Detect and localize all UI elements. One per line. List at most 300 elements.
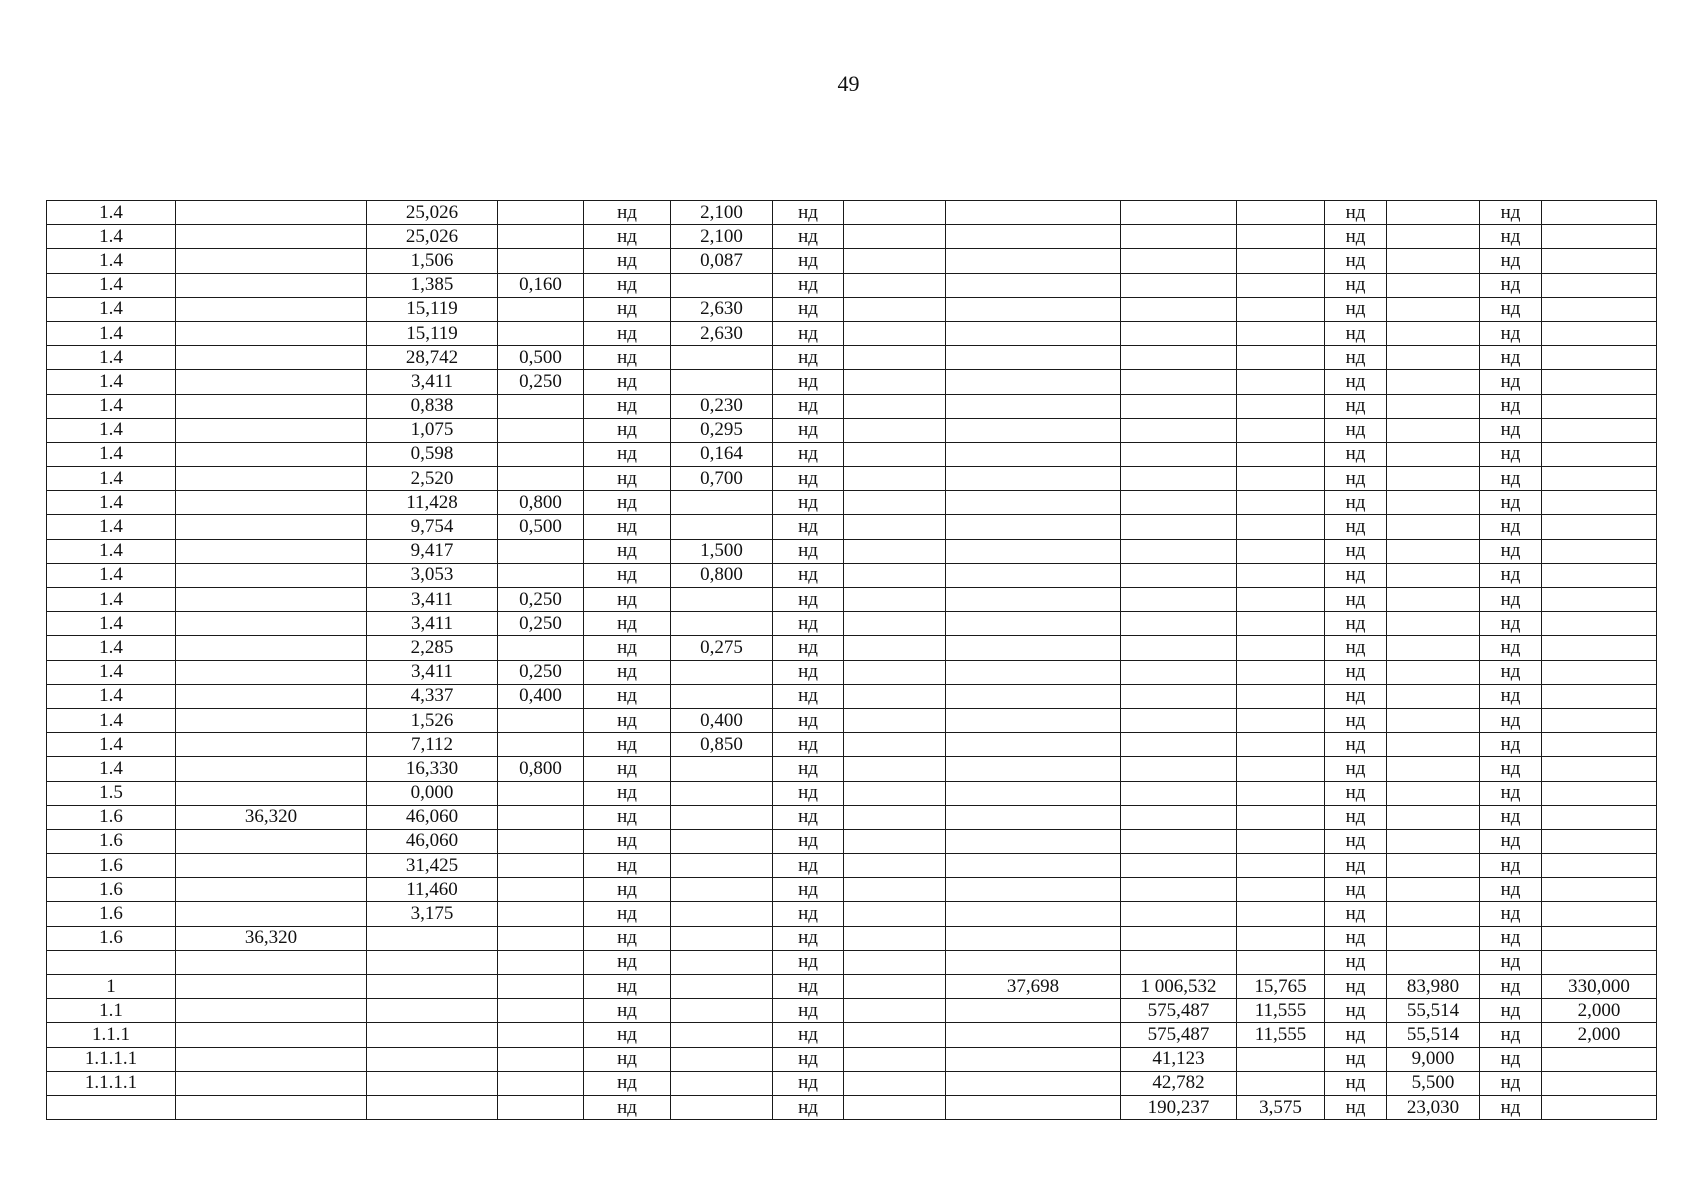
table-row [47,201,1657,225]
table-cell: 55,514 [1387,1023,1480,1047]
table-cell: 1.4 [47,733,176,757]
table-cell: 1.4 [47,612,176,636]
table-cell: 0,800 [498,757,584,781]
table-row [47,829,1657,853]
table-cell: нд [1325,297,1387,321]
table-cell: нд [773,926,844,950]
table-cell [844,297,946,321]
table-cell: нд [584,612,671,636]
table-body [47,201,1657,1120]
table-cell [1237,442,1325,466]
table-cell: нд [773,442,844,466]
table-cell [176,854,367,878]
table-cell [844,491,946,515]
table-cell [671,781,773,805]
table-cell: 0,400 [671,708,773,732]
table-cell: нд [773,757,844,781]
table-cell [176,225,367,249]
table-row [47,902,1657,926]
table-cell [946,515,1121,539]
table-cell: 0,250 [498,588,584,612]
table-cell: нд [584,563,671,587]
table-cell: 4,337 [367,684,498,708]
table-cell [176,249,367,273]
table-cell: нд [1325,273,1387,297]
table-cell [946,442,1121,466]
table-cell: нд [1480,1047,1542,1071]
table-cell: нд [584,321,671,345]
table-cell [671,805,773,829]
table-cell [1542,297,1657,321]
table-cell [1121,225,1237,249]
table-cell [1542,612,1657,636]
table-cell [176,442,367,466]
table-cell [946,249,1121,273]
table-cell [176,757,367,781]
table-cell [1237,563,1325,587]
table-cell: 1.4 [47,346,176,370]
table-cell: 37,698 [946,975,1121,999]
table-cell [1237,878,1325,902]
table-cell [844,1023,946,1047]
table-cell [498,975,584,999]
table-cell [946,733,1121,757]
table-cell [176,273,367,297]
table-cell [498,249,584,273]
table-cell [1237,926,1325,950]
table-cell: нд [584,757,671,781]
table-cell: 1.4 [47,418,176,442]
table-cell: 2,520 [367,467,498,491]
table-cell [1542,273,1657,297]
table-cell [1542,225,1657,249]
table-cell [1542,854,1657,878]
table-cell [1121,902,1237,926]
table-cell [1542,878,1657,902]
table-cell: нд [1480,201,1542,225]
table-cell: нд [584,999,671,1023]
table-cell: 1.1.1 [47,1023,176,1047]
table-cell: 9,000 [1387,1047,1480,1071]
table-cell [1237,273,1325,297]
table-cell: 46,060 [367,829,498,853]
table-cell: нд [584,1071,671,1095]
table-cell [946,708,1121,732]
table-cell [498,418,584,442]
table-cell: нд [1325,684,1387,708]
table-cell [498,781,584,805]
table-cell: 2,285 [367,636,498,660]
table-cell: нд [584,781,671,805]
table-cell: нд [1480,733,1542,757]
table-cell [946,539,1121,563]
table-cell: 23,030 [1387,1095,1480,1119]
table-cell: нд [1325,394,1387,418]
table-cell [671,491,773,515]
table-cell [1387,829,1480,853]
table-cell [844,829,946,853]
table-cell: 16,330 [367,757,498,781]
table-cell: 1,506 [367,249,498,273]
table-cell [498,708,584,732]
table-cell: нд [1480,442,1542,466]
table-cell: нд [773,999,844,1023]
table-row [47,321,1657,345]
table-cell: 9,754 [367,515,498,539]
table-cell: нд [1325,829,1387,853]
table-cell [1542,321,1657,345]
table-row [47,346,1657,370]
table-cell [498,321,584,345]
table-cell [1542,346,1657,370]
table-cell: нд [584,926,671,950]
table-cell: 25,026 [367,225,498,249]
table-cell: нд [1325,733,1387,757]
table-cell [498,1071,584,1095]
table-cell: нд [1480,370,1542,394]
table-cell [1121,829,1237,853]
table-cell: 0,838 [367,394,498,418]
table-cell: 0,160 [498,273,584,297]
table-cell [1121,418,1237,442]
table-row [47,225,1657,249]
table-cell: 1.4 [47,297,176,321]
table-cell: 1.4 [47,442,176,466]
table-cell [367,1023,498,1047]
table-cell [844,636,946,660]
table-cell: нд [584,805,671,829]
table-cell: нд [773,708,844,732]
table-cell: нд [1480,805,1542,829]
table-cell [1542,394,1657,418]
table-cell: нд [773,612,844,636]
table-cell: нд [1480,999,1542,1023]
table-cell: нд [1480,975,1542,999]
table-cell [844,660,946,684]
table-cell: 1.4 [47,539,176,563]
table-cell [1542,588,1657,612]
table-cell: 1 [47,975,176,999]
table-cell [1387,563,1480,587]
table-cell [946,297,1121,321]
table-cell: 41,123 [1121,1047,1237,1071]
table-cell: 2,630 [671,321,773,345]
table-cell [1237,249,1325,273]
table-cell: 190,237 [1121,1095,1237,1119]
table-cell [1387,660,1480,684]
table-cell: нд [1480,660,1542,684]
table-cell [1237,370,1325,394]
table-row [47,370,1657,394]
table-cell [1121,781,1237,805]
table-cell [844,321,946,345]
table-cell [367,999,498,1023]
table-cell [671,926,773,950]
table-cell: нд [584,515,671,539]
table-cell [671,854,773,878]
table-cell: 1.4 [47,588,176,612]
table-cell [1237,612,1325,636]
table-row [47,249,1657,273]
table-cell [176,660,367,684]
table-cell: нд [584,1095,671,1119]
table-cell [1542,757,1657,781]
table-cell: 3,175 [367,902,498,926]
table-cell: нд [1480,636,1542,660]
table-cell: нд [1480,757,1542,781]
table-row [47,854,1657,878]
table-cell: нд [773,418,844,442]
table-cell [1542,467,1657,491]
table-cell: 0,230 [671,394,773,418]
table-cell: нд [773,370,844,394]
table-cell: нд [773,854,844,878]
table-cell: нд [773,515,844,539]
table-cell [1387,636,1480,660]
table-cell: 15,119 [367,321,498,345]
table-row [47,297,1657,321]
table-cell: 11,555 [1237,1023,1325,1047]
table-cell [1542,201,1657,225]
table-cell: нд [1325,249,1387,273]
table-cell [844,467,946,491]
table-cell: нд [584,878,671,902]
table-cell: нд [1325,515,1387,539]
table-cell [1387,684,1480,708]
table-cell: нд [1325,321,1387,345]
table-cell [1542,684,1657,708]
table-cell: нд [584,225,671,249]
table-cell [1237,418,1325,442]
table-cell: нд [773,636,844,660]
table-cell: нд [773,1071,844,1095]
table-cell [1121,370,1237,394]
table-cell [498,636,584,660]
table-cell [1121,757,1237,781]
table-cell [1542,370,1657,394]
table-cell [1542,418,1657,442]
table-cell [844,999,946,1023]
table-cell [1387,249,1480,273]
table-cell: 2,000 [1542,1023,1657,1047]
table-cell [671,999,773,1023]
table-cell [1237,708,1325,732]
table-cell [1237,733,1325,757]
table-cell: 0,700 [671,467,773,491]
table-cell [1237,539,1325,563]
table-cell: 31,425 [367,854,498,878]
table-cell: нд [773,975,844,999]
table-cell [844,805,946,829]
table-cell: нд [1480,708,1542,732]
table-cell [47,1095,176,1119]
table-cell [946,588,1121,612]
table-cell [671,273,773,297]
table-cell: нд [773,297,844,321]
table-cell [176,878,367,902]
table-cell [1121,321,1237,345]
table-cell: нд [1325,201,1387,225]
table-cell [946,467,1121,491]
table-cell [1121,636,1237,660]
table-cell [1387,394,1480,418]
table-cell [946,950,1121,974]
table-cell [946,757,1121,781]
table-cell [498,854,584,878]
table-cell [1121,297,1237,321]
table-cell: 3,411 [367,612,498,636]
table-cell [176,733,367,757]
table-cell [844,684,946,708]
table-cell: нд [1480,781,1542,805]
table-row [47,950,1657,974]
table-cell [1387,902,1480,926]
table-cell [176,370,367,394]
table-cell: 3,411 [367,660,498,684]
table-cell [176,467,367,491]
table-cell: 2,000 [1542,999,1657,1023]
table-cell [176,1023,367,1047]
table-cell [1121,491,1237,515]
table-cell [176,297,367,321]
table-cell [176,902,367,926]
table-cell [1387,926,1480,950]
table-cell [1237,950,1325,974]
table-cell [1237,781,1325,805]
table-cell: 1.6 [47,829,176,853]
table-cell: нд [1325,878,1387,902]
table-cell: нд [1325,588,1387,612]
table-cell: 0,250 [498,660,584,684]
table-cell: нд [773,1047,844,1071]
table-cell: нд [1480,249,1542,273]
table-cell [1542,660,1657,684]
table-cell [946,612,1121,636]
table-row [47,660,1657,684]
table-cell: нд [584,1023,671,1047]
table-cell: нд [1480,902,1542,926]
table-cell [1237,321,1325,345]
table-cell [844,225,946,249]
table-cell: нд [1480,273,1542,297]
table-cell [1542,926,1657,950]
table-cell: нд [1325,539,1387,563]
table-cell: нд [773,539,844,563]
table-cell [498,394,584,418]
table-cell: 1,385 [367,273,498,297]
table-cell [1121,201,1237,225]
table-cell [1237,225,1325,249]
table-cell: нд [773,588,844,612]
table-cell [498,563,584,587]
table-cell [1237,515,1325,539]
table-cell [1121,249,1237,273]
table-cell [176,491,367,515]
table-cell [1387,321,1480,345]
table-cell: 1 006,532 [1121,975,1237,999]
table-cell: нд [1480,491,1542,515]
table-cell: 2,100 [671,201,773,225]
table-cell [1121,563,1237,587]
table-cell: нд [1480,926,1542,950]
table-cell: нд [584,684,671,708]
table-row [47,975,1657,999]
table-row [47,757,1657,781]
table-cell: 1,075 [367,418,498,442]
table-cell [946,878,1121,902]
table-cell: 7,112 [367,733,498,757]
table-cell: нд [773,781,844,805]
table-cell [1542,539,1657,563]
table-cell [1237,491,1325,515]
table-cell [844,1071,946,1095]
table-cell: 1,500 [671,539,773,563]
table-cell: нд [1325,346,1387,370]
table-cell: 0,250 [498,370,584,394]
table-cell [1387,733,1480,757]
table-cell [1387,370,1480,394]
table-cell [671,612,773,636]
table-cell: нд [1480,1071,1542,1095]
table-cell [1542,781,1657,805]
table-cell [844,612,946,636]
table-cell: 15,119 [367,297,498,321]
table-cell [671,1071,773,1095]
table-cell: 1,526 [367,708,498,732]
table-cell: 575,487 [1121,999,1237,1023]
table-cell: 9,417 [367,539,498,563]
table-cell [844,708,946,732]
table-cell: нд [1325,708,1387,732]
table-cell [1542,1071,1657,1095]
table-cell [844,346,946,370]
table-cell: нд [1325,1047,1387,1071]
table-cell [367,926,498,950]
table-cell [498,1095,584,1119]
table-cell [1237,346,1325,370]
table-cell [946,321,1121,345]
table-cell [1542,829,1657,853]
table-cell: нд [773,563,844,587]
table-cell: нд [1325,926,1387,950]
table-cell: нд [1480,346,1542,370]
table-cell [946,781,1121,805]
table-cell: 1.4 [47,515,176,539]
table-row [47,563,1657,587]
table-cell: 36,320 [176,805,367,829]
table-cell: 42,782 [1121,1071,1237,1095]
table-cell: нд [773,249,844,273]
table-cell: 0,800 [671,563,773,587]
table-cell: нд [773,902,844,926]
table-cell [1387,201,1480,225]
table-cell: нд [773,346,844,370]
table-cell [498,225,584,249]
table-cell: нд [773,1023,844,1047]
table-cell: 1.6 [47,854,176,878]
table-cell [1237,902,1325,926]
table-cell [1121,805,1237,829]
table-cell [844,733,946,757]
table-cell [1387,757,1480,781]
table-cell [1387,612,1480,636]
table-cell: нд [1480,394,1542,418]
table-cell [671,346,773,370]
table-cell [1237,829,1325,853]
table-cell: нд [1480,950,1542,974]
table-cell: нд [1325,902,1387,926]
table-cell [176,612,367,636]
